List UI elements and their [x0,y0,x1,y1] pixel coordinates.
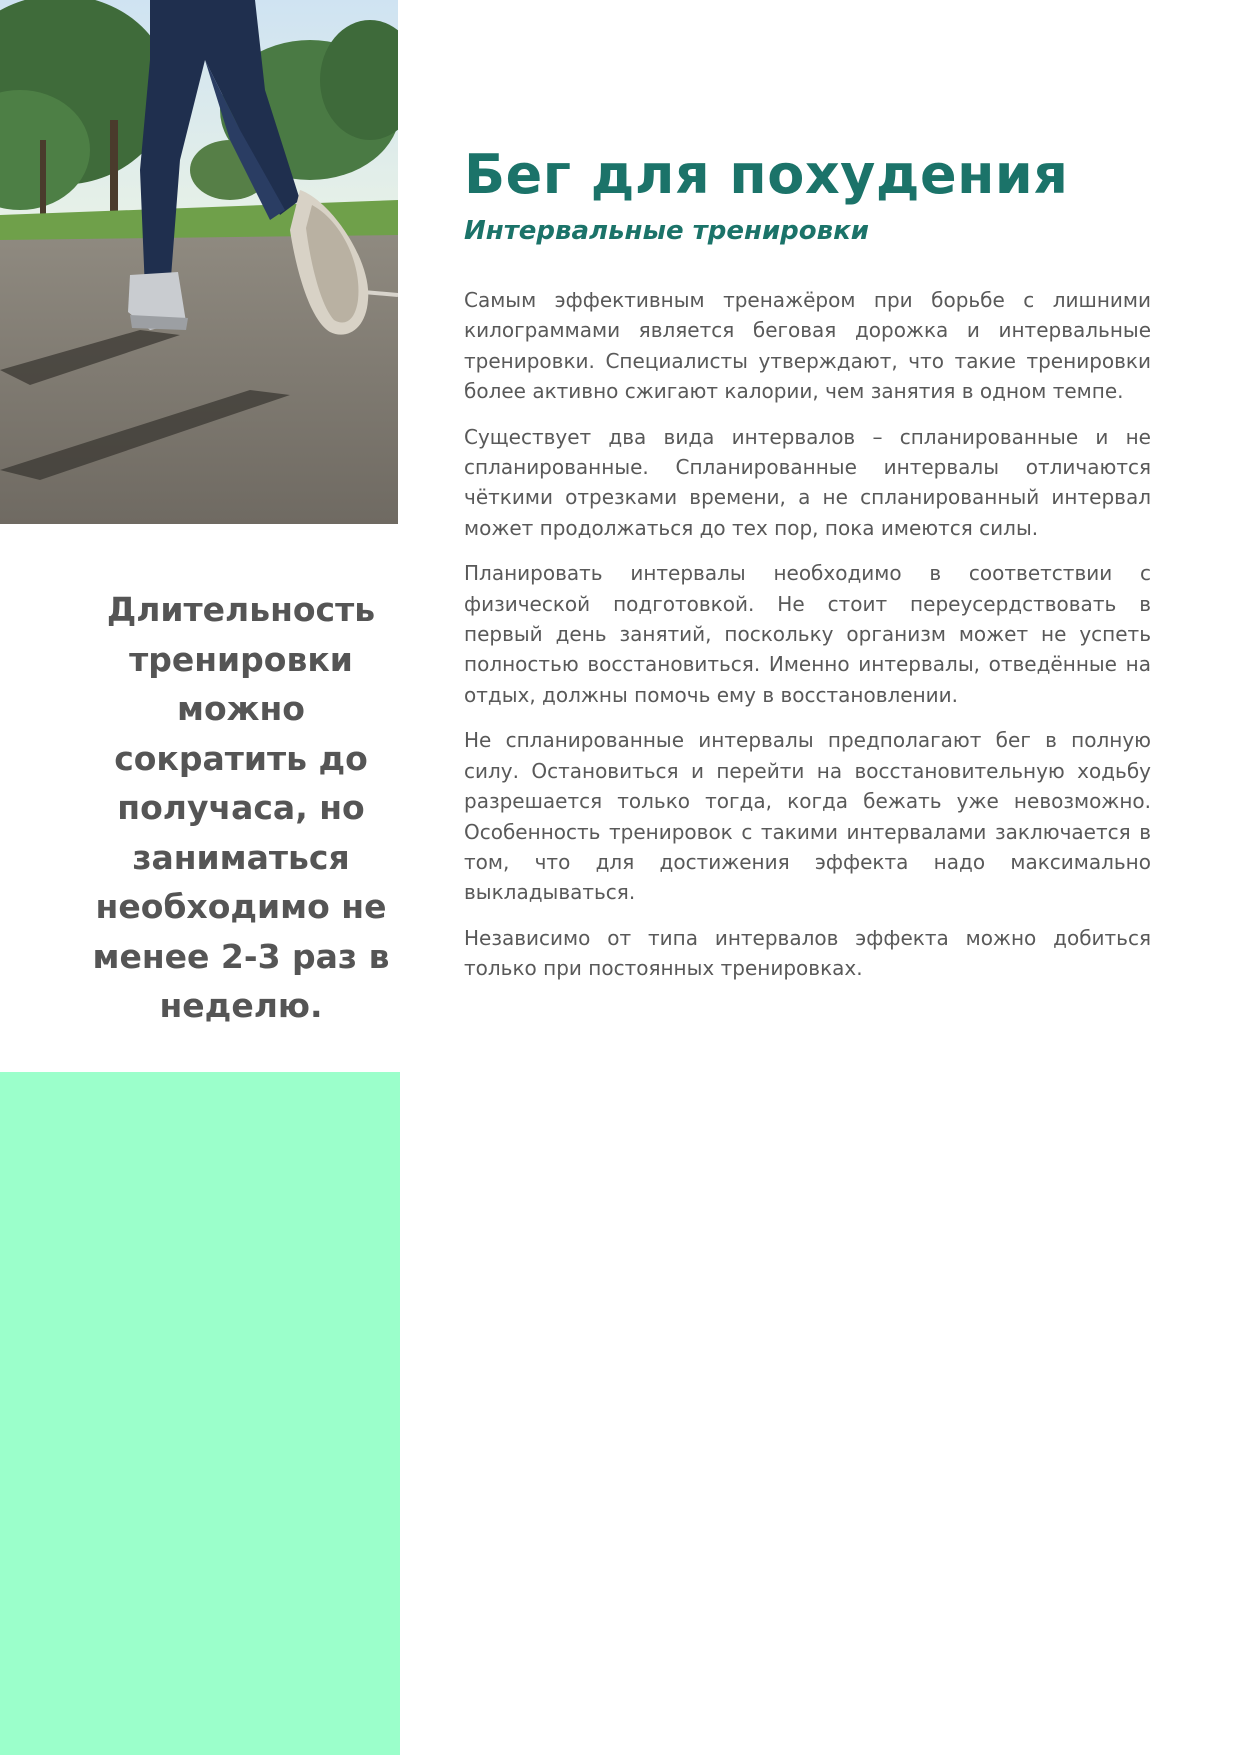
article-title: Бег для похудения [464,143,1069,206]
article-paragraph: Самым эффективным тренажёром при борьбе с лишними килограммами является беговая дорожка и интервальные тренировки. Специалисты утверждают, что такие тренировки более активно сжигают калории, чем занятия в одном темпе. [464,288,1151,404]
pull-quote: Длительность тренировки можно сократить до получаса, но заниматься необходимо не менее 2-3 раз в неделю. [92,590,390,1025]
running-legs-icon [0,0,398,524]
article-paragraph: Независимо от типа интервалов эффекта можно добиться только при постоянных тренировках. [464,925,1151,981]
article-paragraph: Планировать интервалы необходимо в соответствии с физической подготовкой. Не стоит переусердствовать в первый день занятий, поскольку организм может не успеть полностью восстановиться. Именно интервалы, отведённые на отдых, должны помочь ему в восстановлении. [464,561,1151,707]
article [464,140,1151,999]
article-paragraph: Существует два вида интервалов – спланированные и не спланированные. Спланированные интервалы отличаются чёткими отрезками времени, а не спланированный интервал может продолжаться до тех пор, пока имеются силы. [464,424,1151,540]
article-paragraph: Не спланированные интервалы предполагают бег в полную силу. Остановиться и перейти на восстановительную ходьбу разрешается только тогда, когда бежать уже невозможно. Особенность тренировок с такими интервалами заключается в том, что для достижения эффекта надо максимально выкладываться. [464,728,1151,905]
running-photo [0,0,398,524]
article-subtitle: Интервальные тренировки [464,216,869,246]
decorative-mint-block [0,1072,400,1755]
